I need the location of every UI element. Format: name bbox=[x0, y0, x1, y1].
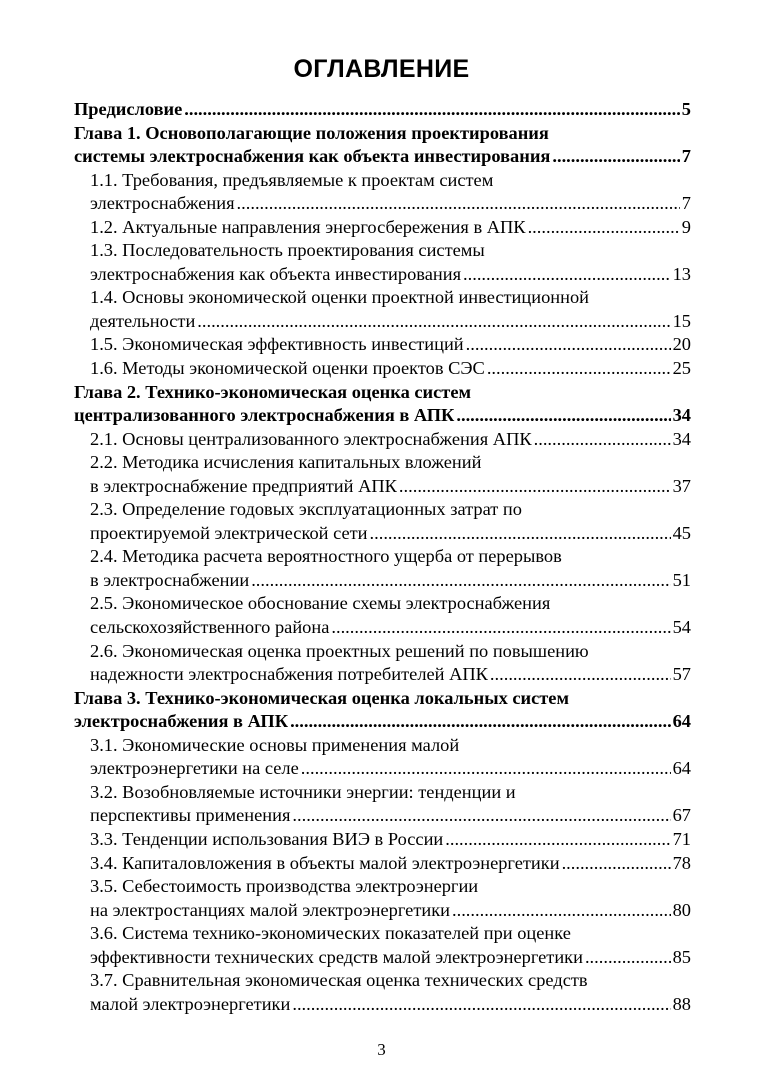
toc-entry-text: централизованного электроснабжения в АПК bbox=[74, 405, 455, 426]
toc-entry-line bbox=[90, 192, 691, 216]
toc-entry-line bbox=[74, 98, 691, 122]
toc-entry-text: 1.6. Методы экономической оценки проектов СЭС bbox=[90, 358, 485, 379]
toc-page-number: 64 bbox=[672, 711, 691, 732]
dot-leader bbox=[370, 522, 671, 546]
toc-entry-text: 2.6. Экономическая оценка проектных решений по повышению bbox=[90, 640, 589, 661]
toc-page-number: 45 bbox=[672, 522, 691, 543]
dot-leader bbox=[399, 475, 671, 499]
toc-page-number: 5 bbox=[681, 99, 691, 119]
toc-section-entry[interactable] bbox=[74, 828, 691, 852]
dot-leader bbox=[237, 192, 680, 216]
toc-chapter-entry[interactable] bbox=[74, 98, 691, 122]
toc-entry-line bbox=[74, 145, 691, 169]
toc-entry-text: 3.3. Тенденции использования ВИЭ в России bbox=[90, 828, 444, 849]
toc-entry-text: эффективности технических средств малой электроэнергетики bbox=[90, 946, 583, 967]
toc-entry-text: в электроснабжение предприятий АПК bbox=[90, 475, 397, 496]
toc-entry-text: малой электроэнергетики bbox=[90, 993, 291, 1014]
toc-page-number: 64 bbox=[672, 758, 691, 779]
toc-entry-line bbox=[90, 946, 691, 970]
toc-page-number: 20 bbox=[672, 334, 691, 355]
toc-entry-line bbox=[90, 263, 691, 287]
toc-section-entry[interactable] bbox=[74, 333, 691, 357]
toc-entry-line bbox=[90, 498, 691, 522]
toc-chapter-entry[interactable] bbox=[74, 687, 691, 734]
toc-entry-line bbox=[90, 969, 691, 993]
toc-entry-line bbox=[74, 122, 691, 146]
dot-leader bbox=[528, 216, 680, 240]
toc-entry-text: 2.5. Экономическое обоснование схемы электроснабжения bbox=[90, 593, 551, 614]
toc-entry-text: 2.1. Основы централизованного электроснабжения АПК bbox=[90, 428, 532, 449]
toc-page-number: 34 bbox=[672, 405, 691, 426]
dot-leader bbox=[487, 357, 671, 381]
toc-entry-line bbox=[90, 852, 691, 876]
toc-page-number: 57 bbox=[672, 664, 691, 685]
toc-entry-text: 1.4. Основы экономической оценки проектной инвестиционной bbox=[90, 287, 589, 308]
toc-entry-line bbox=[90, 333, 691, 357]
dot-leader bbox=[301, 757, 671, 781]
page-title: ОГЛАВЛЕНИЕ bbox=[293, 55, 470, 83]
toc-entry-text: 2.4. Методика расчета вероятностного ущерба от перерывов bbox=[90, 546, 562, 567]
toc-entry-line bbox=[90, 592, 691, 616]
toc-entry-line bbox=[90, 216, 691, 240]
toc-section-entry[interactable] bbox=[74, 592, 691, 639]
toc-entry-line bbox=[90, 169, 691, 193]
toc-entry-text: электроснабжения как объекта инвестирования bbox=[90, 263, 462, 284]
toc-entry-text: 3.1. Экономические основы применения малой bbox=[90, 734, 460, 755]
toc-page-number: 78 bbox=[672, 852, 691, 873]
toc-chapter-entry[interactable] bbox=[74, 122, 691, 169]
toc-page-number: 37 bbox=[672, 475, 691, 496]
dot-leader bbox=[452, 899, 671, 923]
toc-entry-text: Глава 1. Основополагающие положения проектирования bbox=[74, 122, 549, 143]
toc-page-number: 34 bbox=[672, 428, 691, 449]
toc-entry-line bbox=[90, 875, 691, 899]
page-number: 3 bbox=[377, 1040, 386, 1059]
toc-entry-line bbox=[74, 381, 691, 405]
toc-section-entry[interactable] bbox=[74, 969, 691, 1016]
toc-page-number: 88 bbox=[672, 993, 691, 1014]
toc-entry-text: деятельности bbox=[90, 310, 196, 331]
toc-entry-text: электроэнергетики на селе bbox=[90, 758, 299, 779]
toc-entry-text: Глава 2. Технико-экономическая оценка систем bbox=[74, 381, 472, 402]
dot-leader bbox=[463, 263, 671, 287]
toc-entry-text: в электроснабжении bbox=[90, 569, 250, 590]
dot-leader bbox=[184, 98, 680, 122]
toc-entry-text: надежности электроснабжения потребителей АПК bbox=[90, 664, 488, 685]
toc-page-number: 7 bbox=[681, 146, 691, 167]
dot-leader bbox=[490, 663, 671, 687]
dot-leader bbox=[445, 828, 670, 852]
toc-section-entry[interactable] bbox=[74, 286, 691, 333]
toc-page-number: 15 bbox=[672, 310, 691, 331]
toc-entry-text: перспективы применения bbox=[90, 805, 291, 826]
dot-leader bbox=[585, 946, 671, 970]
toc-entry-line bbox=[90, 286, 691, 310]
toc-section-entry[interactable] bbox=[74, 922, 691, 969]
toc-entry-text: электроснабжения bbox=[90, 193, 235, 214]
toc-entry-line bbox=[90, 663, 691, 687]
toc-entry-text: 1.5. Экономическая эффективность инвестиций bbox=[90, 334, 464, 355]
toc-page-number: 13 bbox=[672, 263, 691, 284]
dot-leader bbox=[197, 310, 670, 334]
toc-entry-line bbox=[90, 569, 691, 593]
toc-page-number: 51 bbox=[672, 569, 691, 590]
toc-section-entry[interactable] bbox=[74, 451, 691, 498]
toc-entry-text: 2.3. Определение годовых эксплуатационных затрат по bbox=[90, 499, 522, 520]
toc-entry-text: сельскохозяйственного района bbox=[90, 617, 330, 638]
toc-section-entry[interactable] bbox=[74, 734, 691, 781]
toc-entry-text: 1.2. Актуальные направления энергосбережения в АПК bbox=[90, 216, 526, 237]
toc-entry-line bbox=[74, 710, 691, 734]
toc-page-number: 80 bbox=[672, 899, 691, 920]
toc-entry-line bbox=[90, 922, 691, 946]
dot-leader bbox=[456, 404, 670, 428]
toc-entry-text: 1.1. Требования, предъявляемые к проектам систем bbox=[90, 169, 494, 190]
toc-section-entry[interactable] bbox=[74, 216, 691, 240]
toc-entry-text: Предисловие bbox=[74, 99, 183, 119]
dot-leader bbox=[292, 804, 670, 828]
toc-section-entry[interactable] bbox=[74, 357, 691, 381]
toc-entry-text: проектируемой электрической сети bbox=[90, 522, 368, 543]
dot-leader bbox=[251, 569, 670, 593]
toc-section-entry[interactable] bbox=[74, 169, 691, 216]
toc-entry-line bbox=[90, 734, 691, 758]
toc-entry-line bbox=[90, 475, 691, 499]
toc-entry-line bbox=[90, 239, 691, 263]
toc-section-entry[interactable] bbox=[74, 852, 691, 876]
toc-chapter-entry[interactable] bbox=[74, 381, 691, 428]
toc-page-number: 7 bbox=[681, 193, 691, 214]
toc-page-number: 25 bbox=[672, 358, 691, 379]
toc-entry-line bbox=[90, 616, 691, 640]
dot-leader bbox=[331, 616, 670, 640]
toc-entry-line bbox=[90, 781, 691, 805]
dot-leader bbox=[534, 428, 671, 452]
toc-entry-text: электроснабжения в АПК bbox=[74, 711, 289, 732]
toc-page-number: 71 bbox=[672, 828, 691, 849]
toc-entry-text: 3.5. Себестоимость производства электроэнергии bbox=[90, 876, 479, 897]
toc-entry-line bbox=[90, 899, 691, 923]
toc-section-entry[interactable] bbox=[74, 640, 691, 687]
toc-entry-line bbox=[90, 451, 691, 475]
toc-section-entry[interactable] bbox=[74, 428, 691, 452]
dot-leader bbox=[290, 710, 671, 734]
toc-entry-text: на электростанциях малой электроэнергетики bbox=[90, 899, 451, 920]
dot-leader bbox=[292, 993, 670, 1017]
toc-entry-text: Глава 3. Технико-экономическая оценка локальных систем bbox=[74, 687, 570, 708]
toc-entry-line bbox=[90, 545, 691, 569]
toc-section-entry[interactable] bbox=[74, 545, 691, 592]
toc-entry-text: системы электроснабжения как объекта инвестирования bbox=[74, 146, 551, 167]
toc-entry-line bbox=[90, 757, 691, 781]
toc-entry-text: 3.7. Сравнительная экономическая оценка технических средств bbox=[90, 970, 588, 991]
toc-page-number: 54 bbox=[672, 617, 691, 638]
toc-entry-line bbox=[90, 993, 691, 1017]
table-of-contents bbox=[74, 98, 691, 1016]
toc-page-number: 85 bbox=[672, 946, 691, 967]
toc-section-entry[interactable] bbox=[74, 498, 691, 545]
toc-section-entry[interactable] bbox=[74, 239, 691, 286]
toc-entry-line bbox=[90, 804, 691, 828]
toc-entry-text: 1.3. Последовательность проектирования системы bbox=[90, 240, 485, 261]
toc-entry-line bbox=[74, 687, 691, 711]
toc-entry-text: 2.2. Методика исчисления капитальных вложений bbox=[90, 452, 482, 473]
toc-section-entry[interactable] bbox=[74, 781, 691, 828]
dot-leader bbox=[552, 145, 679, 169]
dot-leader bbox=[562, 852, 671, 876]
toc-entry-text: 3.2. Возобновляемые источники энергии: тенденции и bbox=[90, 781, 516, 802]
toc-entry-line bbox=[90, 522, 691, 546]
toc-entry-line bbox=[90, 640, 691, 664]
toc-entry-line bbox=[90, 828, 691, 852]
toc-section-entry[interactable] bbox=[74, 875, 691, 922]
toc-page-number: 9 bbox=[681, 216, 691, 237]
toc-entry-line bbox=[74, 404, 691, 428]
dot-leader bbox=[466, 333, 671, 357]
toc-entry-line bbox=[90, 428, 691, 452]
toc-entry-text: 3.6. Система технико-экономических показателей при оценке bbox=[90, 923, 571, 944]
toc-page-number: 67 bbox=[672, 805, 691, 826]
toc-entry-line bbox=[90, 310, 691, 334]
toc-entry-line bbox=[90, 357, 691, 381]
toc-entry-text: 3.4. Капиталовложения в объекты малой электроэнергетики bbox=[90, 852, 560, 873]
